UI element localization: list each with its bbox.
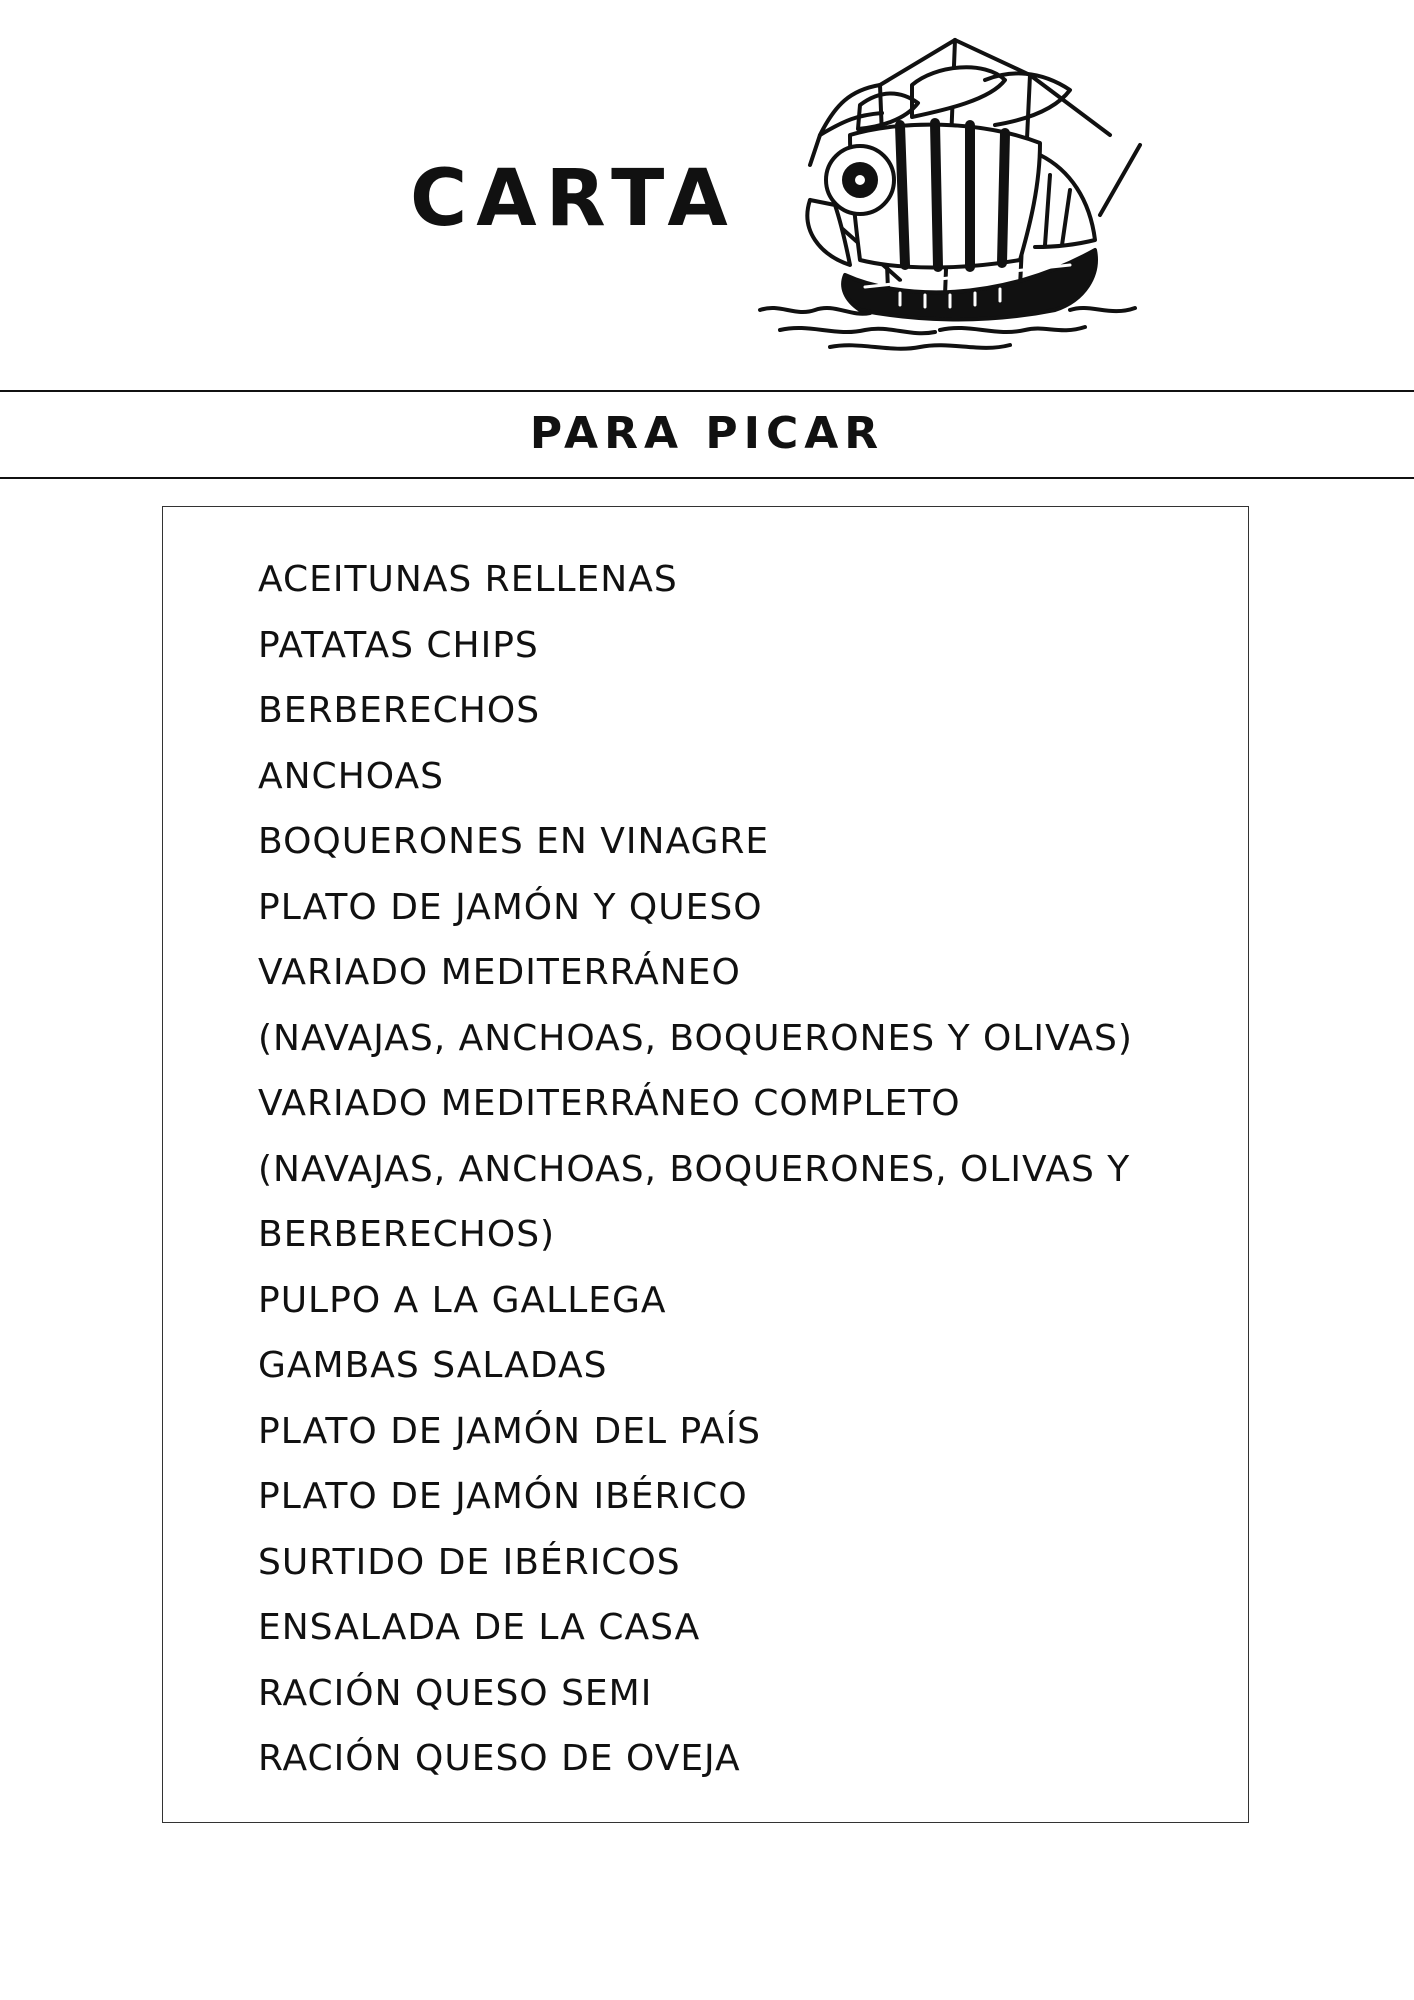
menu-item: RACIÓN QUESO DE OVEJA [258, 1738, 741, 1779]
menu-item: ACEITUNAS RELLENAS [258, 559, 678, 600]
menu-item: ANCHOAS [258, 755, 444, 797]
menu-item: PLATO DE JAMÓN Y QUESO [258, 886, 763, 928]
section-title: PARA PICAR [529, 408, 885, 459]
menu-item: PULPO A LA GALLEGA [258, 1279, 667, 1321]
menu-item: BOQUERONES EN VINAGRE [258, 821, 770, 862]
menu-item-description: (NAVAJAS, ANCHOAS, BOQUERONES Y OLIVAS) [258, 1017, 1133, 1059]
top-divider [0, 390, 1414, 392]
menu-item: BERBERECHOS [258, 690, 541, 731]
sailing-ship-icon [740, 25, 1160, 360]
menu-item: ENSALADA DE LA CASA [258, 1607, 701, 1648]
menu-item: PLATO DE JAMÓN IBÉRICO [258, 1476, 748, 1517]
menu-item: GAMBAS SALADAS [258, 1345, 608, 1386]
menu-item: VARIADO MEDITERRÁNEO COMPLETO [258, 1083, 961, 1124]
menu-item: VARIADO MEDITERRÁNEO [258, 952, 741, 993]
menu-item-description: (NAVAJAS, ANCHOAS, BOQUERONES, OLIVAS Y [258, 1148, 1131, 1190]
menu-item: RACIÓN QUESO SEMI [258, 1672, 653, 1714]
menu-item-description: BERBERECHOS) [258, 1214, 556, 1255]
bottom-divider [0, 477, 1414, 479]
menu-item: SURTIDO DE IBÉRICOS [258, 1541, 681, 1583]
menu-item: PLATO DE JAMÓN DEL PAÍS [258, 1410, 761, 1452]
menu-box [162, 506, 1249, 1823]
menu-item: PATATAS CHIPS [258, 624, 539, 666]
page-title: CARTA [410, 154, 737, 244]
menu-list [258, 547, 1228, 1792]
